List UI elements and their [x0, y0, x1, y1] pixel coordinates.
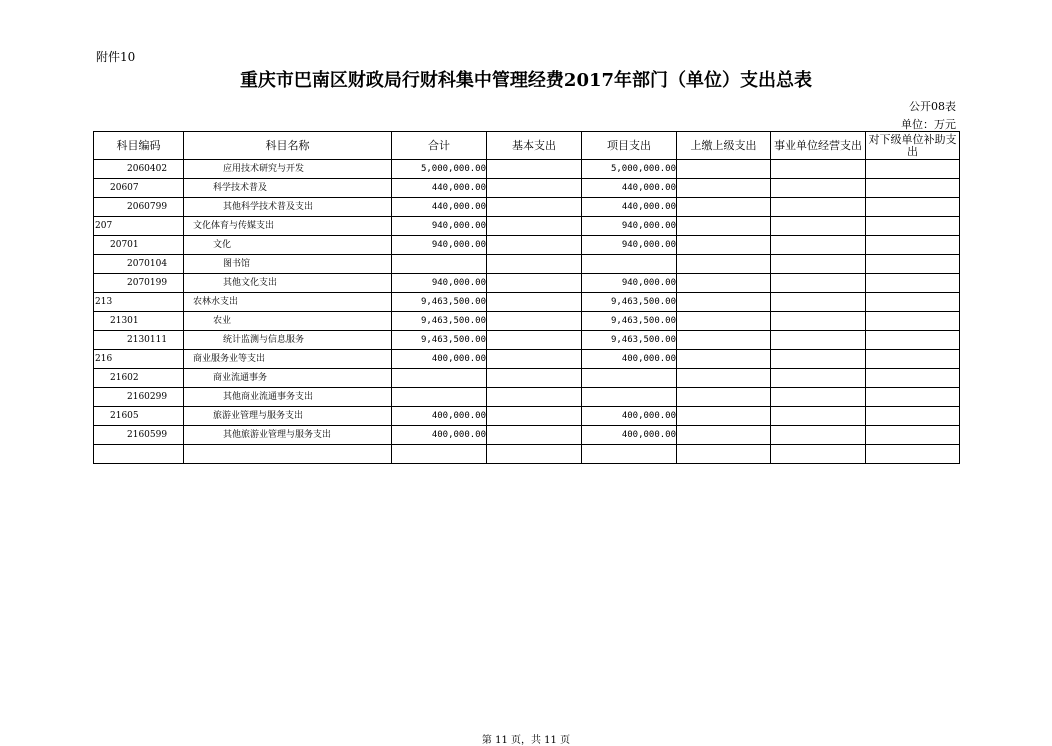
cell-basic-expenditure: [487, 331, 582, 350]
header-upper-payment: 上缴上级支出: [677, 132, 771, 160]
header-subject-code: 科目编码: [94, 132, 184, 160]
cell-subject-name: 其他旅游业管理与服务支出: [184, 426, 392, 445]
table-row: [94, 331, 960, 350]
cell-basic-expenditure: [487, 274, 582, 293]
cell-business-expenditure: [771, 407, 866, 426]
cell-subject-name: 旅游业管理与服务支出: [184, 407, 392, 426]
cell-subject-code: 21301: [94, 312, 184, 331]
cell-project-expenditure: 400,000.00: [582, 350, 677, 369]
cell-upper-payment: [677, 255, 771, 274]
cell-upper-payment: [677, 445, 771, 464]
table-row: [94, 388, 960, 407]
cell-project-expenditure: [582, 255, 677, 274]
cell-subject-code: 21605: [94, 407, 184, 426]
cell-project-expenditure: 940,000.00: [582, 236, 677, 255]
cell-subject-code: 2160299: [94, 388, 184, 407]
cell-subject-code: 2070104: [94, 255, 184, 274]
cell-subject-name: 农业: [184, 312, 392, 331]
cell-subject-code: 2060799: [94, 198, 184, 217]
header-project-expenditure: 项目支出: [582, 132, 677, 160]
cell-project-expenditure: [582, 369, 677, 388]
cell-subject-name: 文化: [184, 236, 392, 255]
cell-upper-payment: [677, 198, 771, 217]
cell-subject-code: 2070199: [94, 274, 184, 293]
cell-subject-name: 其他科学技术普及支出: [184, 198, 392, 217]
cell-business-expenditure: [771, 255, 866, 274]
cell-subject-code: [94, 445, 184, 464]
cell-subsidy-expenditure: [866, 198, 960, 217]
cell-total: 5,000,000.00: [392, 160, 487, 179]
cell-subsidy-expenditure: [866, 255, 960, 274]
cell-basic-expenditure: [487, 312, 582, 331]
table-row: [94, 350, 960, 369]
table-row: [94, 217, 960, 236]
cell-subsidy-expenditure: [866, 350, 960, 369]
table-row: [94, 293, 960, 312]
cell-project-expenditure: [582, 388, 677, 407]
cell-upper-payment: [677, 407, 771, 426]
cell-basic-expenditure: [487, 293, 582, 312]
cell-subject-name: [184, 445, 392, 464]
cell-total: 940,000.00: [392, 236, 487, 255]
cell-total: 9,463,500.00: [392, 312, 487, 331]
cell-subsidy-expenditure: [866, 179, 960, 198]
cell-subsidy-expenditure: [866, 388, 960, 407]
table-row: [94, 255, 960, 274]
cell-subject-code: 20701: [94, 236, 184, 255]
cell-basic-expenditure: [487, 407, 582, 426]
page-title: 重庆市巴南区财政局行财科集中管理经费2017年部门（单位）支出总表: [239, 70, 813, 91]
cell-total: [392, 445, 487, 464]
cell-basic-expenditure: [487, 369, 582, 388]
cell-upper-payment: [677, 312, 771, 331]
cell-upper-payment: [677, 331, 771, 350]
cell-subsidy-expenditure: [866, 312, 960, 331]
cell-total: 940,000.00: [392, 274, 487, 293]
cell-project-expenditure: 9,463,500.00: [582, 293, 677, 312]
cell-subject-code: 207: [94, 217, 184, 236]
cell-total: 9,463,500.00: [392, 331, 487, 350]
cell-business-expenditure: [771, 312, 866, 331]
cell-subsidy-expenditure: [866, 331, 960, 350]
table-row: [94, 274, 960, 293]
cell-subject-name: 农林水支出: [184, 293, 392, 312]
cell-business-expenditure: [771, 179, 866, 198]
table-code-label: 公开08表: [909, 100, 956, 113]
cell-business-expenditure: [771, 274, 866, 293]
cell-subject-code: 2130111: [94, 331, 184, 350]
cell-upper-payment: [677, 369, 771, 388]
header-subject-name: 科目名称: [184, 132, 392, 160]
table-row: [94, 312, 960, 331]
cell-total: [392, 255, 487, 274]
cell-total: 440,000.00: [392, 179, 487, 198]
cell-project-expenditure: 440,000.00: [582, 179, 677, 198]
header-business-expenditure: 事业单位经营支出: [771, 132, 866, 160]
table-body: [94, 160, 960, 464]
table-row: [94, 198, 960, 217]
cell-subject-code: 216: [94, 350, 184, 369]
cell-total: [392, 369, 487, 388]
cell-subject-code: 2060402: [94, 160, 184, 179]
cell-project-expenditure: 9,463,500.00: [582, 312, 677, 331]
cell-basic-expenditure: [487, 350, 582, 369]
cell-subject-code: 21602: [94, 369, 184, 388]
cell-subject-name: 其他文化支出: [184, 274, 392, 293]
header-basic-expenditure: 基本支出: [487, 132, 582, 160]
cell-basic-expenditure: [487, 236, 582, 255]
cell-subsidy-expenditure: [866, 369, 960, 388]
cell-basic-expenditure: [487, 179, 582, 198]
cell-basic-expenditure: [487, 426, 582, 445]
cell-upper-payment: [677, 179, 771, 198]
cell-total: 940,000.00: [392, 217, 487, 236]
cell-basic-expenditure: [487, 388, 582, 407]
cell-project-expenditure: 940,000.00: [582, 217, 677, 236]
cell-subject-code: 213: [94, 293, 184, 312]
cell-upper-payment: [677, 388, 771, 407]
cell-subsidy-expenditure: [866, 445, 960, 464]
cell-basic-expenditure: [487, 160, 582, 179]
table-row: [94, 369, 960, 388]
cell-subsidy-expenditure: [866, 217, 960, 236]
page-footer: 第 11 页，共 11 页: [481, 735, 571, 746]
cell-upper-payment: [677, 274, 771, 293]
cell-business-expenditure: [771, 198, 866, 217]
cell-subsidy-expenditure: [866, 236, 960, 255]
cell-subsidy-expenditure: [866, 293, 960, 312]
cell-total: 400,000.00: [392, 407, 487, 426]
cell-basic-expenditure: [487, 445, 582, 464]
cell-subject-name: 商业服务业等支出: [184, 350, 392, 369]
attachment-label: 附件10: [96, 50, 136, 64]
cell-basic-expenditure: [487, 255, 582, 274]
cell-business-expenditure: [771, 388, 866, 407]
header-total: 合计: [392, 132, 487, 160]
cell-subject-name: 统计监测与信息服务: [184, 331, 392, 350]
cell-business-expenditure: [771, 369, 866, 388]
cell-subject-name: 应用技术研究与开发: [184, 160, 392, 179]
table-row: [94, 407, 960, 426]
table-row: [94, 179, 960, 198]
table-header-row: [94, 132, 960, 160]
table-row: [94, 160, 960, 179]
cell-project-expenditure: 400,000.00: [582, 426, 677, 445]
cell-upper-payment: [677, 350, 771, 369]
cell-business-expenditure: [771, 445, 866, 464]
cell-total: 9,463,500.00: [392, 293, 487, 312]
table-row: [94, 445, 960, 464]
cell-project-expenditure: 440,000.00: [582, 198, 677, 217]
cell-project-expenditure: 9,463,500.00: [582, 331, 677, 350]
expenditure-table: [93, 131, 960, 464]
cell-business-expenditure: [771, 236, 866, 255]
cell-subject-code: 2160599: [94, 426, 184, 445]
cell-upper-payment: [677, 293, 771, 312]
table-row: [94, 426, 960, 445]
cell-total: [392, 388, 487, 407]
cell-upper-payment: [677, 160, 771, 179]
cell-business-expenditure: [771, 217, 866, 236]
cell-subject-code: 20607: [94, 179, 184, 198]
cell-subject-name: 文化体育与传媒支出: [184, 217, 392, 236]
cell-upper-payment: [677, 426, 771, 445]
cell-business-expenditure: [771, 350, 866, 369]
cell-basic-expenditure: [487, 198, 582, 217]
cell-upper-payment: [677, 236, 771, 255]
cell-basic-expenditure: [487, 217, 582, 236]
cell-project-expenditure: 400,000.00: [582, 407, 677, 426]
cell-subsidy-expenditure: [866, 407, 960, 426]
cell-project-expenditure: 940,000.00: [582, 274, 677, 293]
cell-subsidy-expenditure: [866, 160, 960, 179]
table-row: [94, 236, 960, 255]
unit-label: 单位：万元: [901, 118, 956, 131]
cell-total: 400,000.00: [392, 350, 487, 369]
header-subsidy-expenditure: 对下级单位补助支出: [866, 132, 960, 160]
cell-business-expenditure: [771, 160, 866, 179]
cell-subsidy-expenditure: [866, 274, 960, 293]
cell-subject-name: 科学技术普及: [184, 179, 392, 198]
cell-subject-name: 其他商业流通事务支出: [184, 388, 392, 407]
cell-total: 440,000.00: [392, 198, 487, 217]
cell-subsidy-expenditure: [866, 426, 960, 445]
cell-project-expenditure: 5,000,000.00: [582, 160, 677, 179]
cell-subject-name: 商业流通事务: [184, 369, 392, 388]
cell-business-expenditure: [771, 426, 866, 445]
cell-business-expenditure: [771, 293, 866, 312]
cell-subject-name: 图书馆: [184, 255, 392, 274]
cell-business-expenditure: [771, 331, 866, 350]
cell-total: 400,000.00: [392, 426, 487, 445]
cell-upper-payment: [677, 217, 771, 236]
cell-project-expenditure: [582, 445, 677, 464]
